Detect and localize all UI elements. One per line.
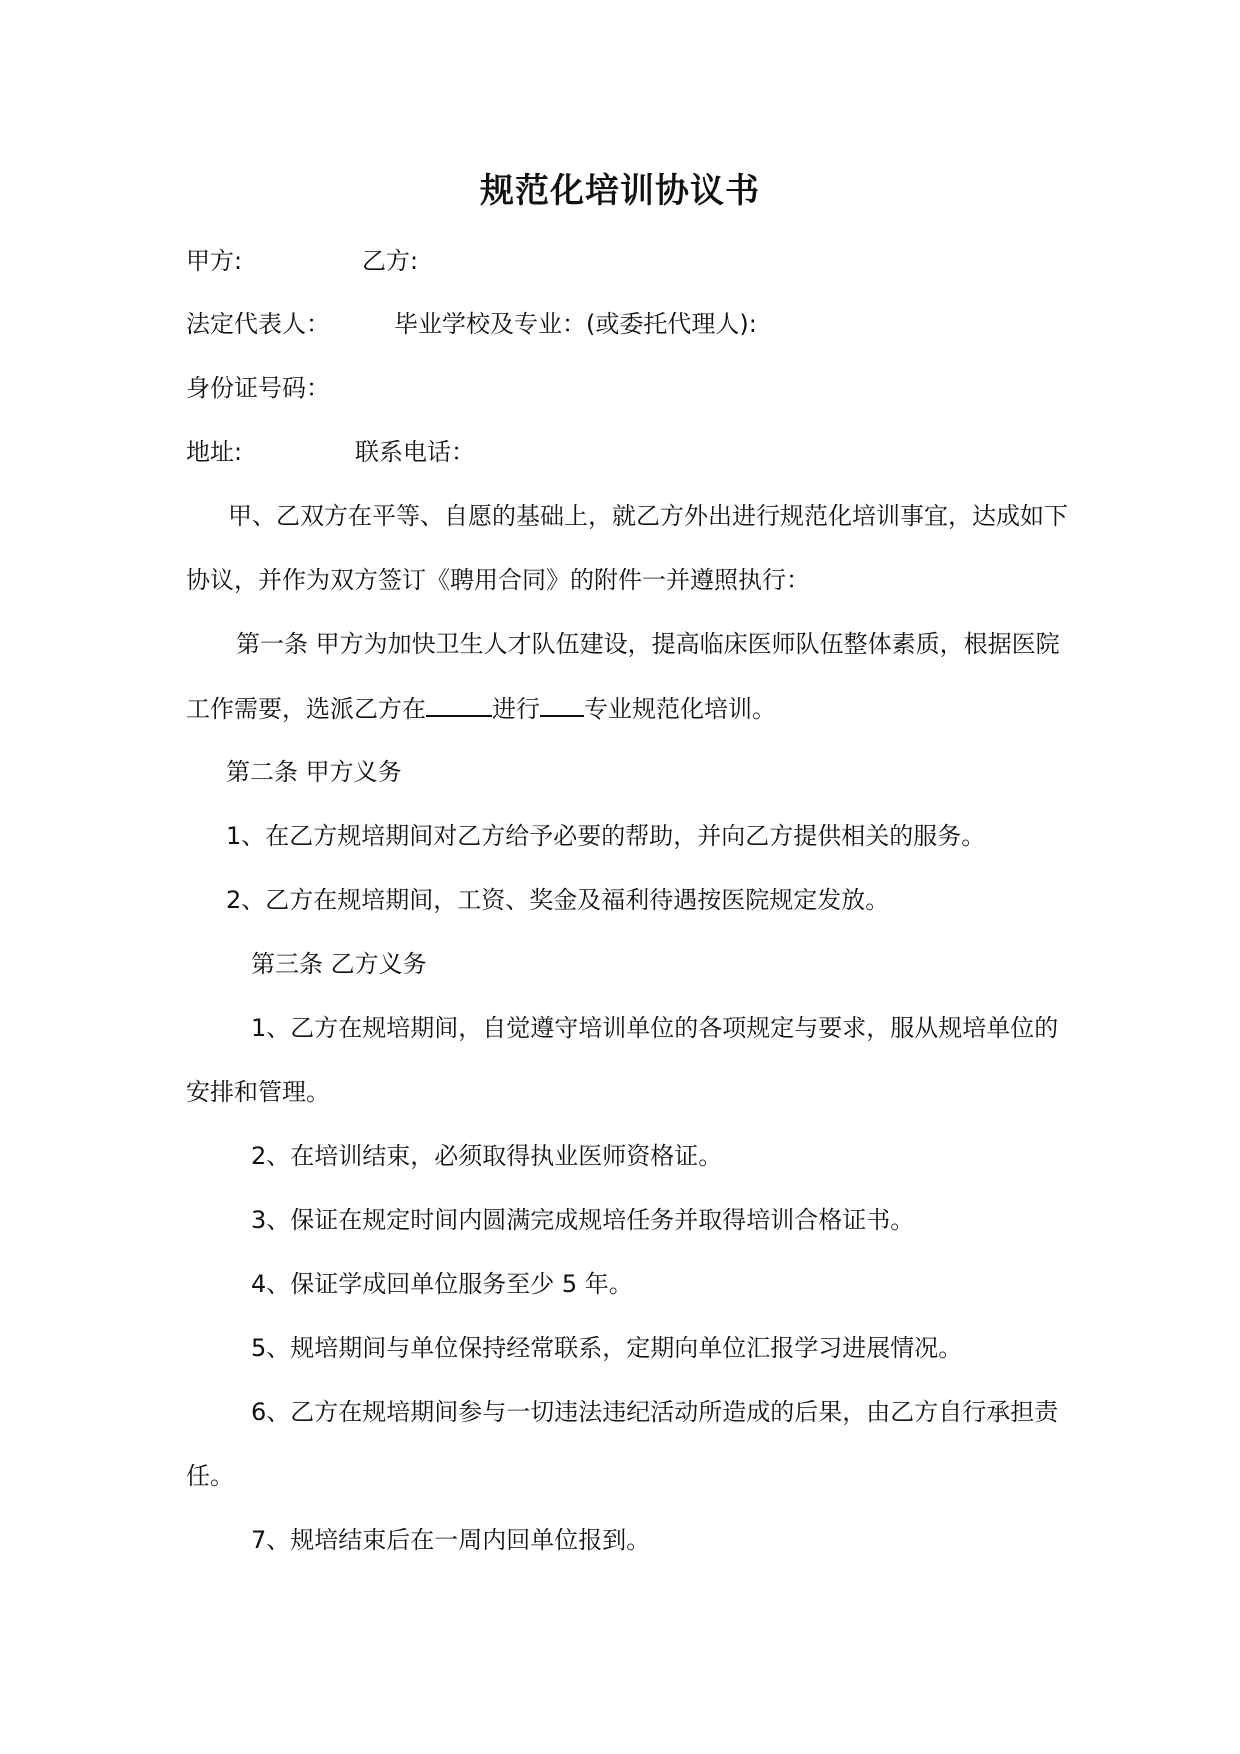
article-2-item-1: 1、在乙方规培期间对乙方给予必要的帮助，并向乙方提供相关的服务。 [226, 822, 986, 850]
article-3-item-1-line-1: 1、乙方在规培期间，自觉遵守培训单位的各项规定与要求，服从规培单位的 [251, 1014, 1059, 1042]
article-3-item-3: 3、保证在规定时间内圆满完成规培任务并取得培训合格证书。 [251, 1206, 915, 1234]
training-major-blank [540, 691, 584, 717]
article-3-item-6-line-2: 任。 [186, 1462, 234, 1490]
phone-label: 联系电话： [355, 438, 475, 466]
article-3-item-5: 5、规培期间与单位保持经常联系，定期向单位汇报学习进展情况。 [251, 1334, 963, 1362]
article-3-item-6-line-1: 6、乙方在规培期间参与一切违法违纪活动所造成的后果，由乙方自行承担责 [251, 1398, 1059, 1426]
article-1-text-c: 专业规范化培训。 [584, 695, 776, 723]
party-b-label: 乙方: [362, 247, 419, 275]
article-2-heading: 第二条 甲方义务 [226, 758, 402, 786]
training-location-blank [426, 691, 492, 717]
article-1-text-a: 工作需要，选派乙方在 [186, 695, 426, 723]
article-1-text-b: 进行 [492, 695, 540, 723]
id-number-label: 身份证号码： [186, 374, 330, 402]
article-3-item-7: 7、规培结束后在一周内回单位报到。 [251, 1526, 651, 1554]
article-1-line-1: 第一条 甲方为加快卫生人才队伍建设，提高临床医师队伍整体素质，根据医院 [236, 630, 1060, 658]
article-3-item-4: 4、保证学成回单位服务至少 5 年。 [251, 1270, 633, 1298]
article-3-item-1-line-2: 安排和管理。 [186, 1078, 330, 1106]
document-title: 规范化培训协议书 [480, 171, 760, 211]
school-major-label: 毕业学校及专业：(或委托代理人): [394, 310, 757, 338]
preamble-line-2: 协议，并作为双方签订《聘用合同》的附件一并遵照执行： [186, 566, 810, 594]
article-1-line-2 [186, 691, 776, 726]
legal-rep-label: 法定代表人： [186, 310, 330, 338]
preamble-line-1: 甲、乙双方在平等、自愿的基础上，就乙方外出进行规范化培训事宜，达成如下 [228, 502, 1068, 530]
address-label: 地址: [186, 438, 243, 466]
article-2-item-2: 2、乙方在规培期间，工资、奖金及福利待遇按医院规定发放。 [226, 886, 890, 914]
article-3-item-2: 2、在培训结束，必须取得执业医师资格证。 [251, 1142, 723, 1170]
party-a-label: 甲方: [186, 247, 243, 275]
article-3-heading: 第三条 乙方义务 [251, 950, 427, 978]
